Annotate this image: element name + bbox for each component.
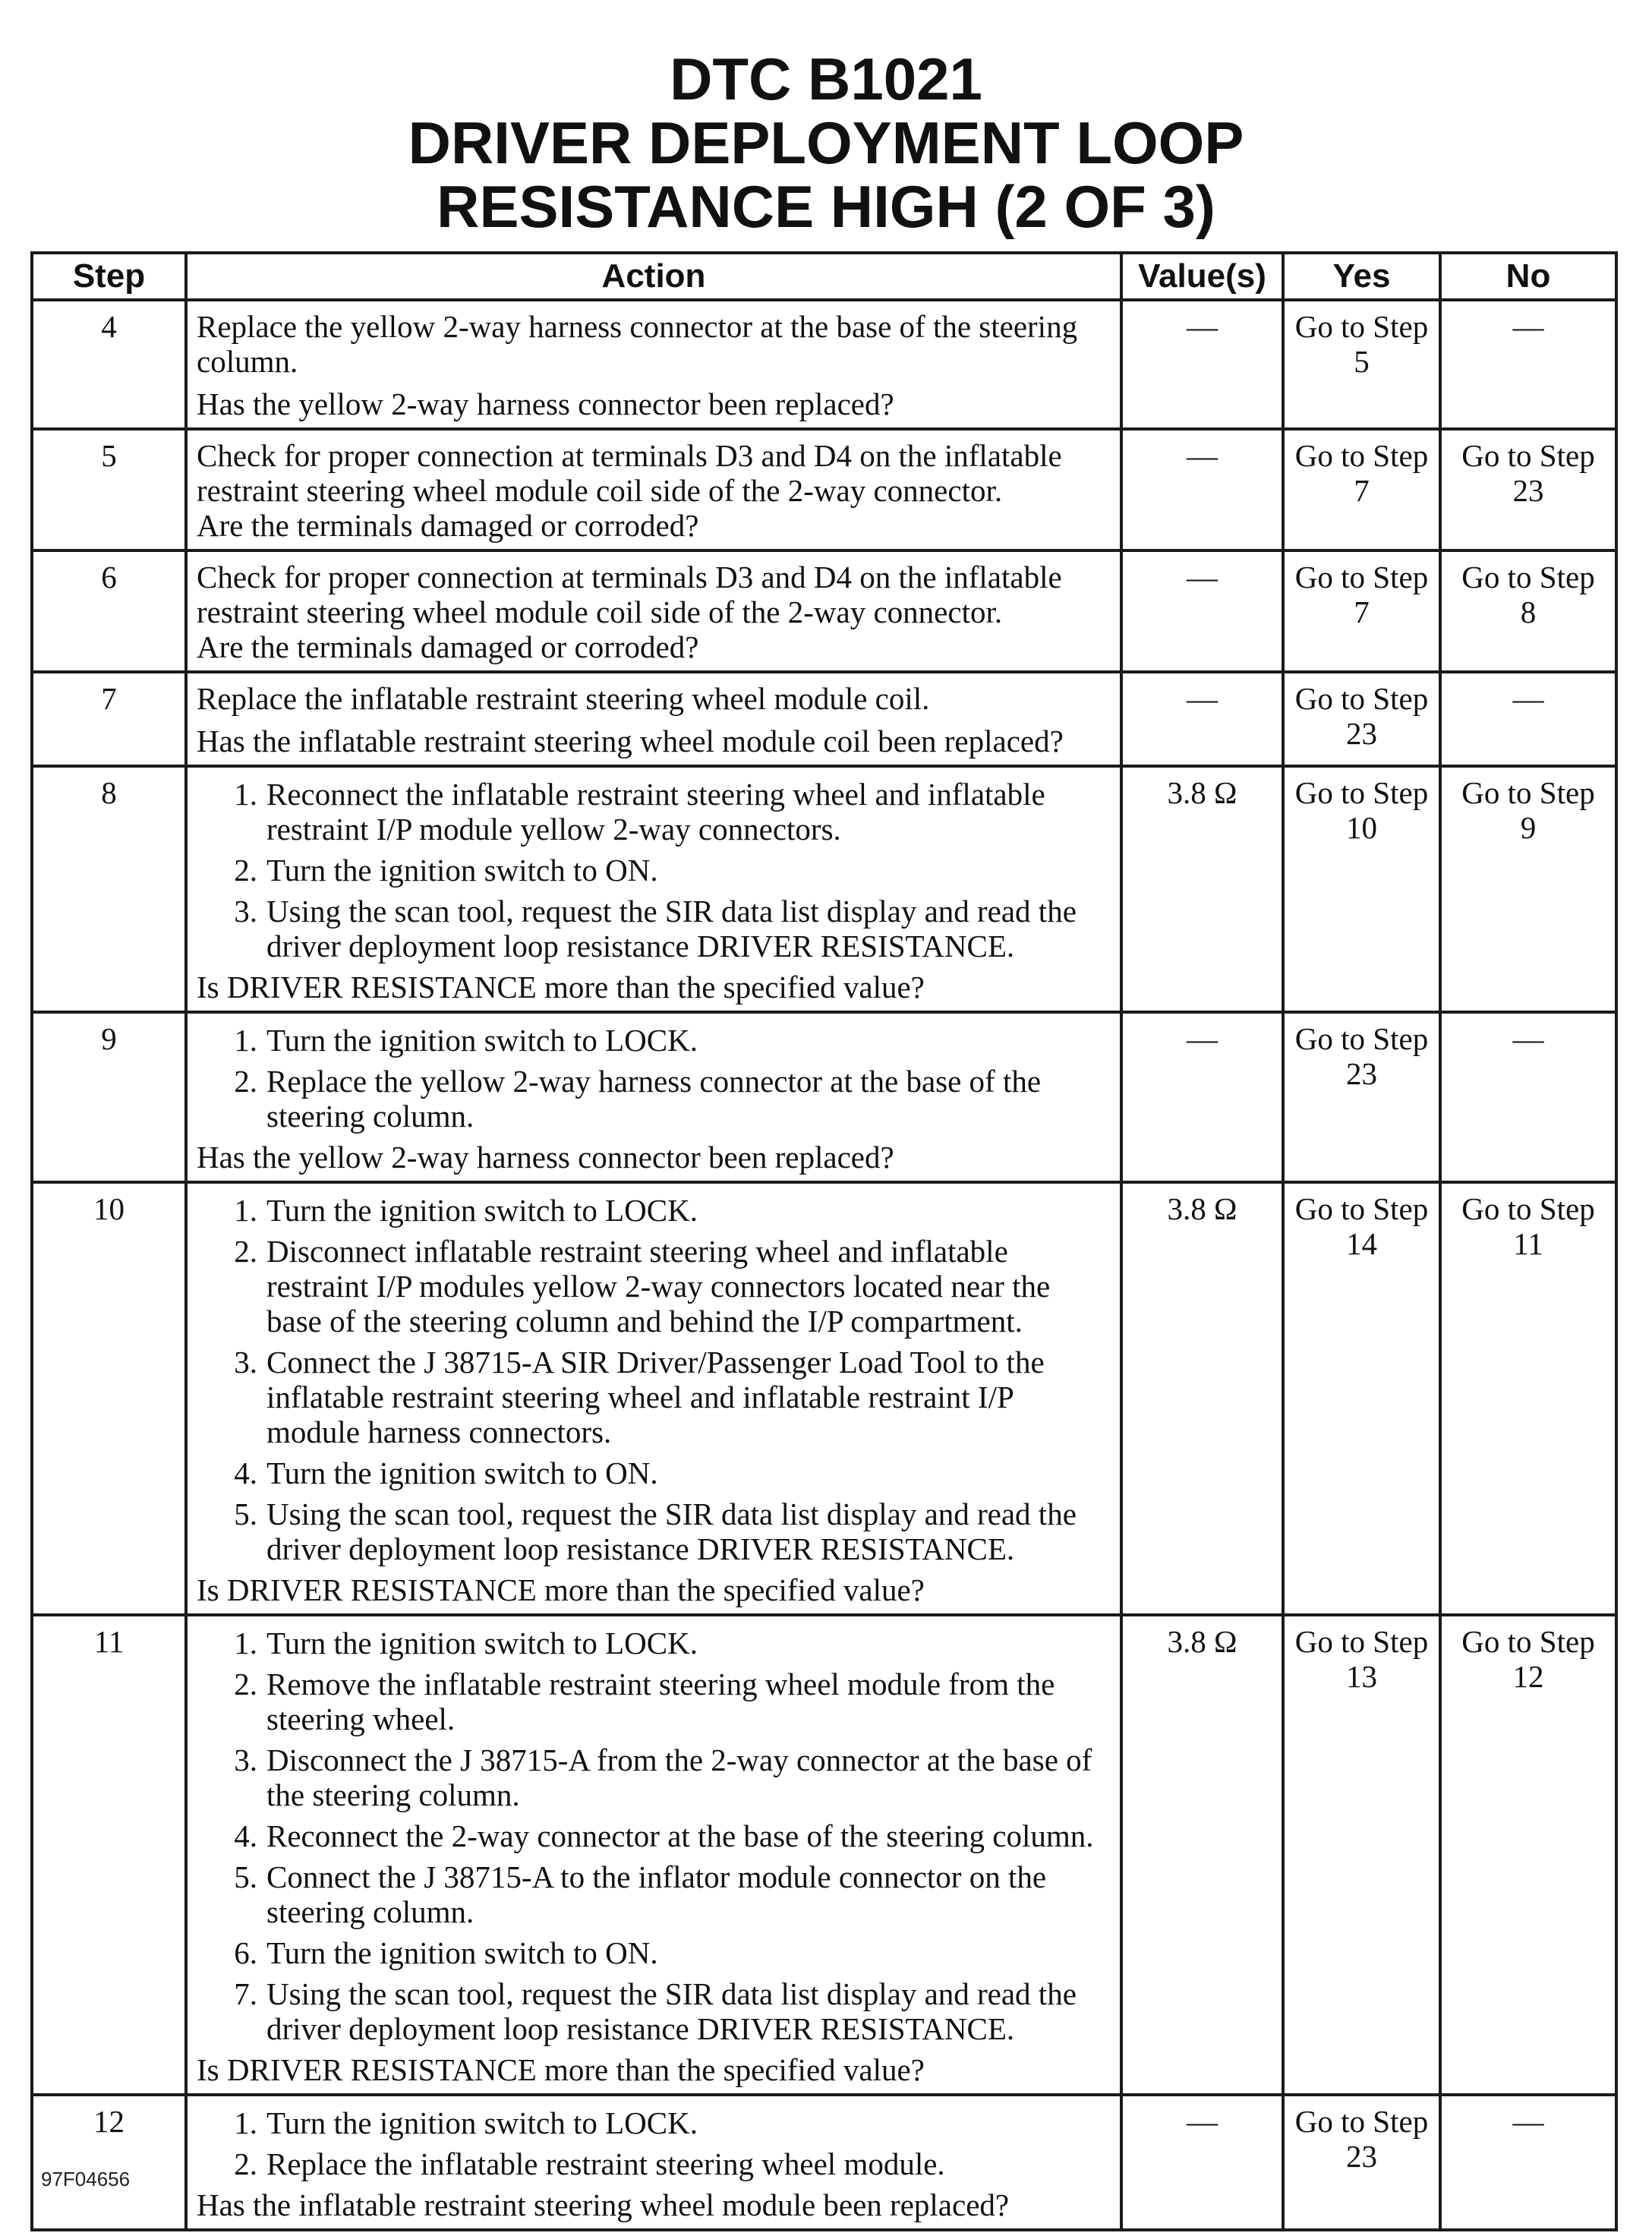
action-step-number: 3.: [234, 1345, 257, 1380]
action-step-number: 5.: [234, 1859, 257, 1894]
yes-cell: Go to Step 13: [1283, 1615, 1440, 2095]
table-row: [32, 672, 1616, 766]
action-step-number: 3.: [234, 894, 257, 929]
title-line-1: DTC B1021: [670, 46, 982, 112]
yes-cell: Go to Step 10: [1283, 766, 1440, 1012]
action-question: Has the yellow 2-way harness connector been replaced?: [197, 386, 894, 421]
action-step-item: [197, 1742, 1111, 1812]
action-step-text: Disconnect inflatable restraint steering wheel and inflatable restraint I/P modules yellow 2-way connectors located near the base of the steering column and behind the I/P compartment.: [266, 1234, 1051, 1339]
header-yes: Yes: [1283, 253, 1440, 300]
page-title: [0, 47, 1652, 238]
action-step-text: Turn the ignition switch to LOCK.: [266, 1193, 698, 1228]
value-cell: —: [1121, 1012, 1283, 1182]
step-number: 12: [32, 2095, 186, 2230]
action-step-item: [197, 1023, 1111, 1058]
action-step-text: Reconnect the inflatable restraint steering wheel and inflatable restraint I/P module yellow 2-way connectors.: [266, 777, 1045, 847]
action-steps-list: [197, 2105, 1111, 2181]
action-step-text: Replace the inflatable restraint steering wheel module.: [266, 2146, 945, 2181]
step-number: 7: [32, 672, 186, 766]
action-question: Are the terminals damaged or corroded?: [197, 508, 699, 543]
action-cell: [186, 2095, 1121, 2230]
action-step-text: Using the scan tool, request the SIR data list display and read the driver deployment loop resistance DRIVER RESISTANCE.: [266, 1976, 1077, 2046]
action-steps-list: [197, 1023, 1111, 1134]
yes-cell: Go to Step 7: [1283, 550, 1440, 672]
value-cell: —: [1121, 429, 1283, 550]
action-question: Is DRIVER RESISTANCE more than the specified value?: [197, 970, 925, 1004]
table-row: [32, 550, 1616, 672]
action-step-text: Remove the inflatable restraint steering wheel module from the steering wheel.: [266, 1667, 1055, 1736]
action-step-number: 4.: [234, 1818, 257, 1853]
yes-cell: Go to Step 23: [1283, 672, 1440, 766]
action-step-text: Turn the ignition switch to LOCK.: [266, 2105, 698, 2140]
action-question: Is DRIVER RESISTANCE more than the specified value?: [197, 2052, 925, 2087]
step-number: 6: [32, 550, 186, 672]
no-cell: —: [1440, 1012, 1616, 1182]
action-step-number: 5.: [234, 1496, 257, 1531]
step-number: 8: [32, 766, 186, 1012]
action-step-text: Replace the yellow 2-way harness connector at the base of the steering column.: [266, 1064, 1042, 1134]
yes-cell: Go to Step 14: [1283, 1182, 1440, 1615]
value-cell: 3.8 Ω: [1121, 766, 1283, 1012]
no-cell: Go to Step 11: [1440, 1182, 1616, 1615]
action-instruction: Replace the inflatable restraint steering wheel module coil.: [197, 681, 930, 716]
action-step-number: 3.: [234, 1742, 257, 1777]
action-instruction: Check for proper connection at terminals D3 and D4 on the inflatable restraint steering wheel module coil side of the 2-way connector.: [197, 560, 1062, 629]
action-step-item: [197, 2146, 1111, 2181]
action-step-item: [197, 777, 1111, 847]
header-step: Step: [32, 253, 186, 300]
value-cell: —: [1121, 550, 1283, 672]
action-step-item: [197, 1496, 1111, 1566]
action-step-item: [197, 894, 1111, 963]
action-step-text: Turn the ignition switch to ON.: [266, 1935, 658, 1970]
action-steps-list: [197, 1626, 1111, 2046]
action-step-text: Turn the ignition switch to ON.: [266, 853, 658, 888]
yes-cell: Go to Step 7: [1283, 429, 1440, 550]
no-cell: —: [1440, 2095, 1616, 2230]
action-step-number: 1.: [234, 2105, 257, 2140]
value-cell: —: [1121, 672, 1283, 766]
action-cell: [186, 1182, 1121, 1615]
action-step-item: [197, 1234, 1111, 1339]
header-no: No: [1440, 253, 1616, 300]
action-step-item: [197, 1859, 1111, 1929]
action-cell: [186, 300, 1121, 429]
step-number: 10: [32, 1182, 186, 1615]
table-row: [32, 1182, 1616, 1615]
action-step-number: 2.: [234, 1667, 257, 1701]
action-question: Has the inflatable restraint steering wheel module coil been replaced?: [197, 724, 1064, 758]
action-step-item: [197, 1626, 1111, 1660]
header-action: Action: [186, 253, 1121, 300]
action-instruction: Replace the yellow 2-way harness connector at the base of the steering column.: [197, 309, 1078, 379]
action-steps-list: [197, 1193, 1111, 1566]
step-number: 5: [32, 429, 186, 550]
action-cell: [186, 550, 1121, 672]
action-step-number: 7.: [234, 1976, 257, 2011]
action-step-text: Reconnect the 2-way connector at the base of the steering column.: [266, 1818, 1094, 1853]
table-body: [32, 300, 1616, 2230]
title-line-2: DRIVER DEPLOYMENT LOOP: [408, 109, 1244, 176]
action-step-number: 2.: [234, 1234, 257, 1269]
action-step-text: Connect the J 38715-A SIR Driver/Passenger Load Tool to the inflatable restraint steering wheel and inflatable restraint I/P module harness connectors.: [266, 1345, 1045, 1449]
action-cell: [186, 1012, 1121, 1182]
action-step-number: 4.: [234, 1455, 257, 1490]
yes-cell: Go to Step 23: [1283, 2095, 1440, 2230]
table-row: [32, 1615, 1616, 2095]
action-step-item: [197, 1976, 1111, 2046]
action-step-item: [197, 1935, 1111, 1970]
action-step-text: Using the scan tool, request the SIR data list display and read the driver deployment loop resistance DRIVER RESISTANCE.: [266, 1496, 1077, 1566]
action-step-item: [197, 853, 1111, 888]
action-step-item: [197, 1818, 1111, 1853]
no-cell: —: [1440, 300, 1616, 429]
no-cell: Go to Step 23: [1440, 429, 1616, 550]
title-line-3: RESISTANCE HIGH (2 OF 3): [437, 173, 1215, 240]
value-cell: 3.8 Ω: [1121, 1615, 1283, 2095]
action-step-text: Disconnect the J 38715-A from the 2-way connector at the base of the steering column.: [266, 1742, 1092, 1812]
action-cell: [186, 1615, 1121, 2095]
action-cell: [186, 672, 1121, 766]
action-step-number: 1.: [234, 1193, 257, 1228]
action-step-number: 2.: [234, 1064, 257, 1099]
table-row: [32, 300, 1616, 429]
action-step-item: [197, 2105, 1111, 2140]
yes-cell: Go to Step 23: [1283, 1012, 1440, 1182]
no-cell: Go to Step 8: [1440, 550, 1616, 672]
action-step-text: Turn the ignition switch to ON.: [266, 1455, 658, 1490]
no-cell: —: [1440, 672, 1616, 766]
action-step-number: 2.: [234, 853, 257, 888]
header-values: Value(s): [1121, 253, 1283, 300]
value-cell: 3.8 Ω: [1121, 1182, 1283, 1615]
action-step-text: Using the scan tool, request the SIR data list display and read the driver deployment loop resistance DRIVER RESISTANCE.: [266, 894, 1077, 963]
action-step-item: [197, 1667, 1111, 1736]
diagnostic-table: [30, 251, 1618, 2231]
action-step-item: [197, 1193, 1111, 1228]
table-row: [32, 1012, 1616, 1182]
value-cell: —: [1121, 2095, 1283, 2230]
step-number: 4: [32, 300, 186, 429]
action-step-item: [197, 1064, 1111, 1134]
table-row: [32, 766, 1616, 1012]
action-question: Has the yellow 2-way harness connector been replaced?: [197, 1140, 894, 1175]
action-question: Is DRIVER RESISTANCE more than the specified value?: [197, 1572, 925, 1607]
action-cell: [186, 766, 1121, 1012]
no-cell: Go to Step 9: [1440, 766, 1616, 1012]
action-step-text: Turn the ignition switch to LOCK.: [266, 1023, 698, 1058]
action-step-text: Turn the ignition switch to LOCK.: [266, 1626, 698, 1660]
action-step-number: 1.: [234, 777, 257, 812]
action-instruction: Check for proper connection at terminals D3 and D4 on the inflatable restraint steering wheel module coil side of the 2-way connector.: [197, 438, 1062, 508]
value-cell: —: [1121, 300, 1283, 429]
no-cell: Go to Step 12: [1440, 1615, 1616, 2095]
action-step-number: 1.: [234, 1626, 257, 1660]
table-row: [32, 429, 1616, 550]
action-step-item: [197, 1455, 1111, 1490]
action-step-number: 6.: [234, 1935, 257, 1970]
action-step-number: 2.: [234, 2146, 257, 2181]
step-number: 11: [32, 1615, 186, 2095]
table-row: [32, 2095, 1616, 2230]
action-steps-list: [197, 777, 1111, 963]
action-question: Are the terminals damaged or corroded?: [197, 629, 699, 664]
action-step-number: 1.: [234, 1023, 257, 1058]
action-step-item: [197, 1345, 1111, 1449]
table-header-row: [32, 253, 1616, 300]
step-number: 9: [32, 1012, 186, 1182]
action-step-text: Connect the J 38715-A to the inflator module connector on the steering column.: [266, 1859, 1047, 1929]
action-cell: [186, 429, 1121, 550]
yes-cell: Go to Step 5: [1283, 300, 1440, 429]
figure-code: 97F04656: [41, 2168, 131, 2190]
action-question: Has the inflatable restraint steering wheel module been replaced?: [197, 2187, 1010, 2222]
